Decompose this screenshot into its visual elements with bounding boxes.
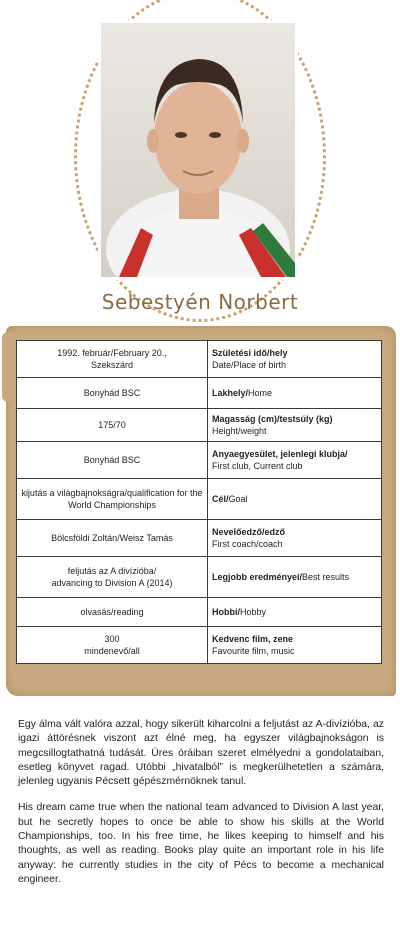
- row-label: [208, 341, 382, 378]
- row-label: [208, 409, 382, 442]
- athlete-portrait-illustration: [101, 23, 295, 277]
- table-row: [17, 557, 382, 598]
- table-row: [17, 479, 382, 520]
- row-label-hungarian: Legjobb eredményei/: [212, 572, 303, 582]
- row-label: [208, 378, 382, 409]
- row-label-english: Date/Place of birth: [212, 360, 287, 370]
- row-label-english: First club, Current club: [212, 461, 303, 471]
- row-label: [208, 627, 382, 664]
- row-label-english-inline: Goal: [228, 494, 248, 504]
- row-value: Bonyhád BSC: [17, 378, 208, 409]
- biography-english: His dream came true when the national team advanced to Division A last year, but he secretly hopes to once be able to show his skills at the World Championships, too. In his free time, he likes keeping to himself and his thoughts, as well as reading. Books play quite an important role in his life anyway: he currently studies in the city of Pécs to become a mechanical engineer.: [18, 802, 384, 885]
- row-label-english-inline: Hobby: [240, 607, 267, 617]
- row-label-hungarian: Születési idő/hely: [212, 348, 288, 358]
- row-label-hungarian: Cél/: [212, 494, 229, 504]
- portrait-photo: [98, 20, 298, 280]
- row-label: [208, 598, 382, 627]
- row-label-english: First coach/coach: [212, 539, 283, 549]
- table-row: [17, 409, 382, 442]
- row-label-hungarian: Kedvenc film, zene: [212, 634, 294, 644]
- row-label-english: Height/weight: [212, 426, 267, 436]
- row-value: Bonyhád BSC: [17, 442, 208, 479]
- row-value: 175/70: [17, 409, 208, 442]
- table-row: [17, 378, 382, 409]
- row-label: [208, 442, 382, 479]
- row-value: Bölcsföldi Zoltán/Weisz Tamás: [17, 520, 208, 557]
- row-label: [208, 520, 382, 557]
- row-label: [208, 479, 382, 520]
- athlete-name: Sebestyén Norbert: [101, 290, 299, 314]
- table-row: [17, 598, 382, 627]
- row-label-hungarian: Anyaegyesület, jelenlegi klubja/: [212, 449, 348, 459]
- row-value: 300 mindenevő/all: [17, 627, 208, 664]
- row-label-hungarian: Magasság (cm)/testsúly (kg): [212, 414, 333, 424]
- table-row: [17, 520, 382, 557]
- row-value: 1992. február/February 20., Szekszárd: [17, 341, 208, 378]
- biography-text: [18, 718, 384, 899]
- row-value: kijutás a világbajnokságra/qualification for the World Championships: [17, 479, 208, 520]
- row-label-hungarian: Lakhely/: [212, 388, 249, 398]
- row-label-english: Favourite film, music: [212, 646, 295, 656]
- portrait-image: [101, 23, 295, 277]
- table-row: [17, 627, 382, 664]
- row-label: [208, 557, 382, 598]
- row-value: feljutás az A divízióba/ advancing to Division A (2014): [17, 557, 208, 598]
- biography-hungarian: Egy álma vált valóra azzal, hogy sikerült kiharcolni a feljutást az A-divízióba, az igazi áttörésnek viszont azt élné meg, ha egyszer világbajnokságon is megcsillogtathatná tudását. Üres óráiban szeret elmélyedni a gondolataiban, esetleg könyvet ragad. Utóbbi „hivatalból” is megkerülhetetlen a számára, jelenleg ugyanis Pécsett gépészmérnöknek tanul.: [18, 719, 384, 788]
- table-row: [17, 341, 382, 378]
- row-value: olvasás/reading: [17, 598, 208, 627]
- row-label-english-inline: Home: [248, 388, 273, 398]
- profile-info-table: [16, 340, 382, 664]
- row-label-hungarian: Nevelőedző/edző: [212, 527, 286, 537]
- table-row: [17, 442, 382, 479]
- row-label-english-inline: Best results: [302, 572, 350, 582]
- row-label-hungarian: Hobbi/: [212, 607, 240, 617]
